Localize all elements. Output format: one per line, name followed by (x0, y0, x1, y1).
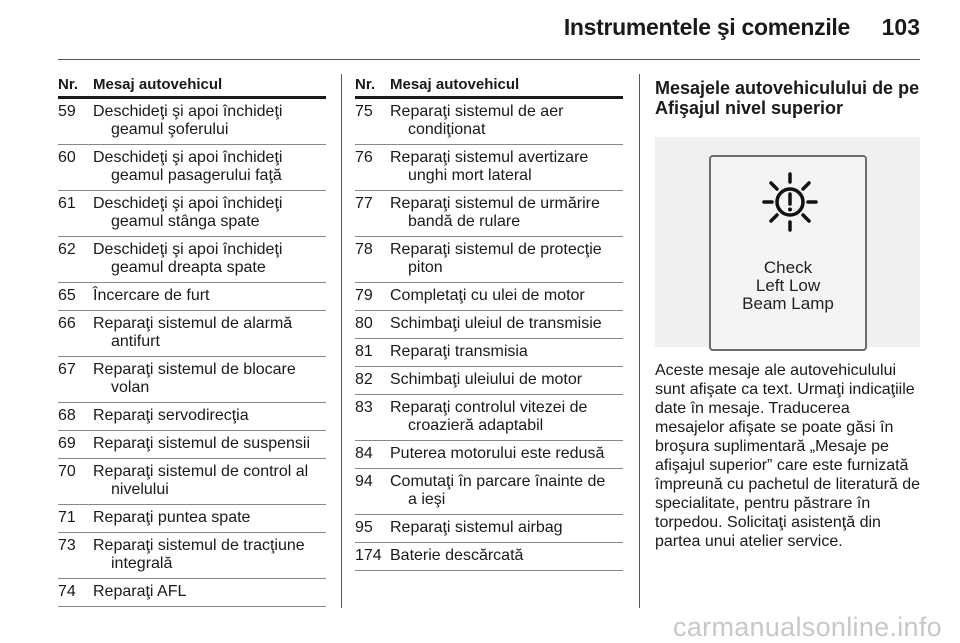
message-number: 84 (355, 445, 373, 462)
table-row (355, 395, 623, 441)
message-text-line: Reparaţi sistemul avertizare (390, 149, 589, 166)
table-row (355, 441, 623, 469)
message-number: 66 (58, 315, 76, 332)
table-row (58, 459, 326, 505)
footer-watermark: carmanualsonline.info (673, 612, 942, 642)
message-text (390, 195, 623, 231)
message-number: 71 (58, 509, 76, 526)
body-line: mesajelor afişate se poate găsi în (655, 419, 894, 436)
message-number: 59 (58, 103, 76, 120)
message-text-line: bandă de rulare (408, 213, 521, 230)
message-text-line: geamul pasagerului faţă (111, 167, 282, 184)
table-row (355, 145, 623, 191)
message-text-line: geamul dreapta spate (111, 259, 266, 276)
table-row (355, 191, 623, 237)
table-row (58, 579, 326, 607)
table-row (58, 505, 326, 533)
hud-text-line: Left Low (755, 276, 821, 295)
message-text (93, 149, 326, 185)
message-text (390, 315, 623, 333)
message-text-line: Reparaţi sistemul de aer (390, 103, 564, 120)
message-text-line: condiţionat (408, 121, 486, 138)
message-number: 81 (355, 343, 373, 360)
table-row (58, 145, 326, 191)
body-line: afişajul superior” care este furnizată (655, 457, 909, 474)
message-number: 83 (355, 399, 373, 416)
message-text (93, 537, 326, 573)
message-number: 73 (58, 537, 76, 554)
message-number: 70 (58, 463, 76, 480)
message-text (390, 547, 623, 565)
page-number: 103 (881, 14, 920, 40)
body-line: torpedou. Solicitaţi asistenţă din (655, 514, 881, 531)
message-text-line: Reparaţi controlul vitezei de (390, 399, 588, 416)
message-text-line: croazieră adaptabil (408, 417, 544, 434)
message-text-line: Reparaţi sistemul de blocare (93, 361, 296, 378)
message-text-line: Deschideţi şi apoi închideţi (93, 241, 283, 258)
table-row (58, 311, 326, 357)
message-text (390, 103, 623, 139)
body-line: sunt afişate ca text. Urmaţi indicaţiile (655, 381, 915, 398)
message-number: 60 (58, 149, 76, 166)
message-table-right (355, 74, 623, 571)
header-divider (58, 59, 920, 60)
body-line: partea unui atelier service. (655, 533, 843, 550)
message-text-line: Completaţi cu ulei de motor (390, 287, 585, 304)
message-text (390, 371, 623, 389)
table-row (355, 311, 623, 339)
message-number: 75 (355, 103, 373, 120)
message-text (390, 343, 623, 361)
message-text-line: Baterie descărcată (390, 547, 524, 564)
message-number: 95 (355, 519, 373, 536)
message-text-line: Deschideţi şi apoi închideţi (93, 103, 283, 120)
message-text-line: a ieşi (408, 491, 446, 508)
message-number: 174 (355, 547, 382, 564)
message-text-line: Reparaţi sistemul de tracţiune (93, 537, 305, 554)
message-text-line: Deschideţi şi apoi închideţi (93, 149, 283, 166)
message-table-left (58, 74, 326, 607)
message-number: 94 (355, 473, 373, 490)
message-number: 69 (58, 435, 76, 452)
message-text (93, 315, 326, 351)
table-row (355, 515, 623, 543)
table-row (58, 191, 326, 237)
message-number: 80 (355, 315, 373, 332)
hud-text-line: Check (763, 258, 813, 277)
message-number: 61 (58, 195, 76, 212)
message-text-line: Reparaţi sistemul de urmărire (390, 195, 600, 212)
column-header-nr: Nr. (58, 76, 79, 93)
message-text (93, 463, 326, 499)
message-text (93, 287, 326, 305)
section-title (655, 78, 923, 118)
message-text-line: Reparaţi AFL (93, 583, 187, 600)
column-header-message: Mesaj autovehicul (390, 76, 520, 93)
table-header (58, 74, 326, 99)
body-line: date în mesaje. Traducerea (655, 400, 850, 417)
hud-messages-section (655, 74, 923, 551)
message-text (390, 287, 623, 305)
message-number: 62 (58, 241, 76, 258)
body-line: împreună cu pachetul de literatură de (655, 476, 921, 493)
message-text-line: geamul şoferului (111, 121, 229, 138)
message-text (93, 103, 326, 139)
message-text-line: Schimbaţi uleiul de transmisie (390, 315, 602, 332)
message-text (390, 241, 623, 277)
page-header (0, 0, 960, 60)
message-text-line: Puterea motorului este redusă (390, 445, 605, 462)
message-text (390, 399, 623, 435)
column-divider-2 (639, 74, 640, 608)
message-number: 74 (58, 583, 76, 600)
body-line: broşura suplimentară „Mesaje pe (655, 438, 889, 455)
hud-display-panel (709, 155, 867, 351)
body-line: Aceste mesaje ale autovehiculului (655, 362, 897, 379)
message-number: 76 (355, 149, 373, 166)
table-row (58, 431, 326, 459)
message-text (390, 149, 623, 185)
message-number: 82 (355, 371, 373, 388)
message-text-line: piton (408, 259, 443, 276)
lamp-warning-icon (760, 172, 820, 234)
message-text-line: unghi mort lateral (408, 167, 532, 184)
message-text (390, 445, 623, 463)
message-number: 79 (355, 287, 373, 304)
message-number: 67 (58, 361, 76, 378)
table-row (355, 469, 623, 515)
message-text (93, 435, 326, 453)
message-number: 65 (58, 287, 76, 304)
table-row (58, 283, 326, 311)
message-text (93, 241, 326, 277)
message-text (93, 195, 326, 231)
message-text (390, 519, 623, 537)
table-row (355, 367, 623, 395)
message-text-line: Reparaţi servodirecţia (93, 407, 249, 424)
section-title-line: Mesajele autovehiculului de pe (655, 78, 920, 98)
message-text-line: antifurt (111, 333, 160, 350)
message-text (390, 473, 623, 509)
column-divider-1 (341, 74, 342, 608)
message-text-line: Reparaţi sistemul de alarmă (93, 315, 293, 332)
table-row (355, 339, 623, 367)
table-row (58, 237, 326, 283)
message-text-line: volan (111, 379, 150, 396)
hud-figure (655, 137, 920, 347)
table-row (355, 237, 623, 283)
section-title-line: Afişajul nivel superior (655, 98, 844, 118)
column-header-message: Mesaj autovehicul (93, 76, 223, 93)
message-text-line: Reparaţi sistemul airbag (390, 519, 563, 536)
table-row (355, 283, 623, 311)
message-text-line: nivelului (111, 481, 169, 498)
table-row (58, 533, 326, 579)
page-title: Instrumentele şi comenzile (563, 14, 850, 40)
message-text (93, 509, 326, 527)
message-text (93, 583, 326, 601)
table-row (58, 403, 326, 431)
message-text-line: Reparaţi transmisia (390, 343, 528, 360)
table-row (58, 99, 326, 145)
table-row (355, 543, 623, 571)
message-text-line: Deschideţi şi apoi închideţi (93, 195, 283, 212)
message-text (93, 361, 326, 397)
section-body (655, 361, 923, 551)
message-text-line: Reparaţi sistemul de control al (93, 463, 309, 480)
message-number: 78 (355, 241, 373, 258)
table-row (355, 99, 623, 145)
message-text-line: Schimbaţi uleiului de motor (390, 371, 583, 388)
message-text-line: integrală (111, 555, 173, 572)
body-line: specialitate, pentru păstrare în (655, 495, 871, 512)
message-text-line: Încercare de furt (93, 287, 210, 304)
message-text-line: Comutaţi în parcare înainte de (390, 473, 606, 490)
message-text-line: geamul stânga spate (111, 213, 260, 230)
table-header (355, 74, 623, 99)
table-row (58, 357, 326, 403)
hud-text-line: Beam Lamp (742, 294, 834, 313)
message-text (93, 407, 326, 425)
message-text-line: Reparaţi sistemul de suspensii (93, 435, 310, 452)
message-text-line: Reparaţi puntea spate (93, 509, 251, 526)
column-header-nr: Nr. (355, 76, 376, 93)
message-text-line: Reparaţi sistemul de protecţie (390, 241, 602, 258)
hud-message-text (711, 259, 865, 313)
message-number: 68 (58, 407, 76, 424)
message-number: 77 (355, 195, 373, 212)
